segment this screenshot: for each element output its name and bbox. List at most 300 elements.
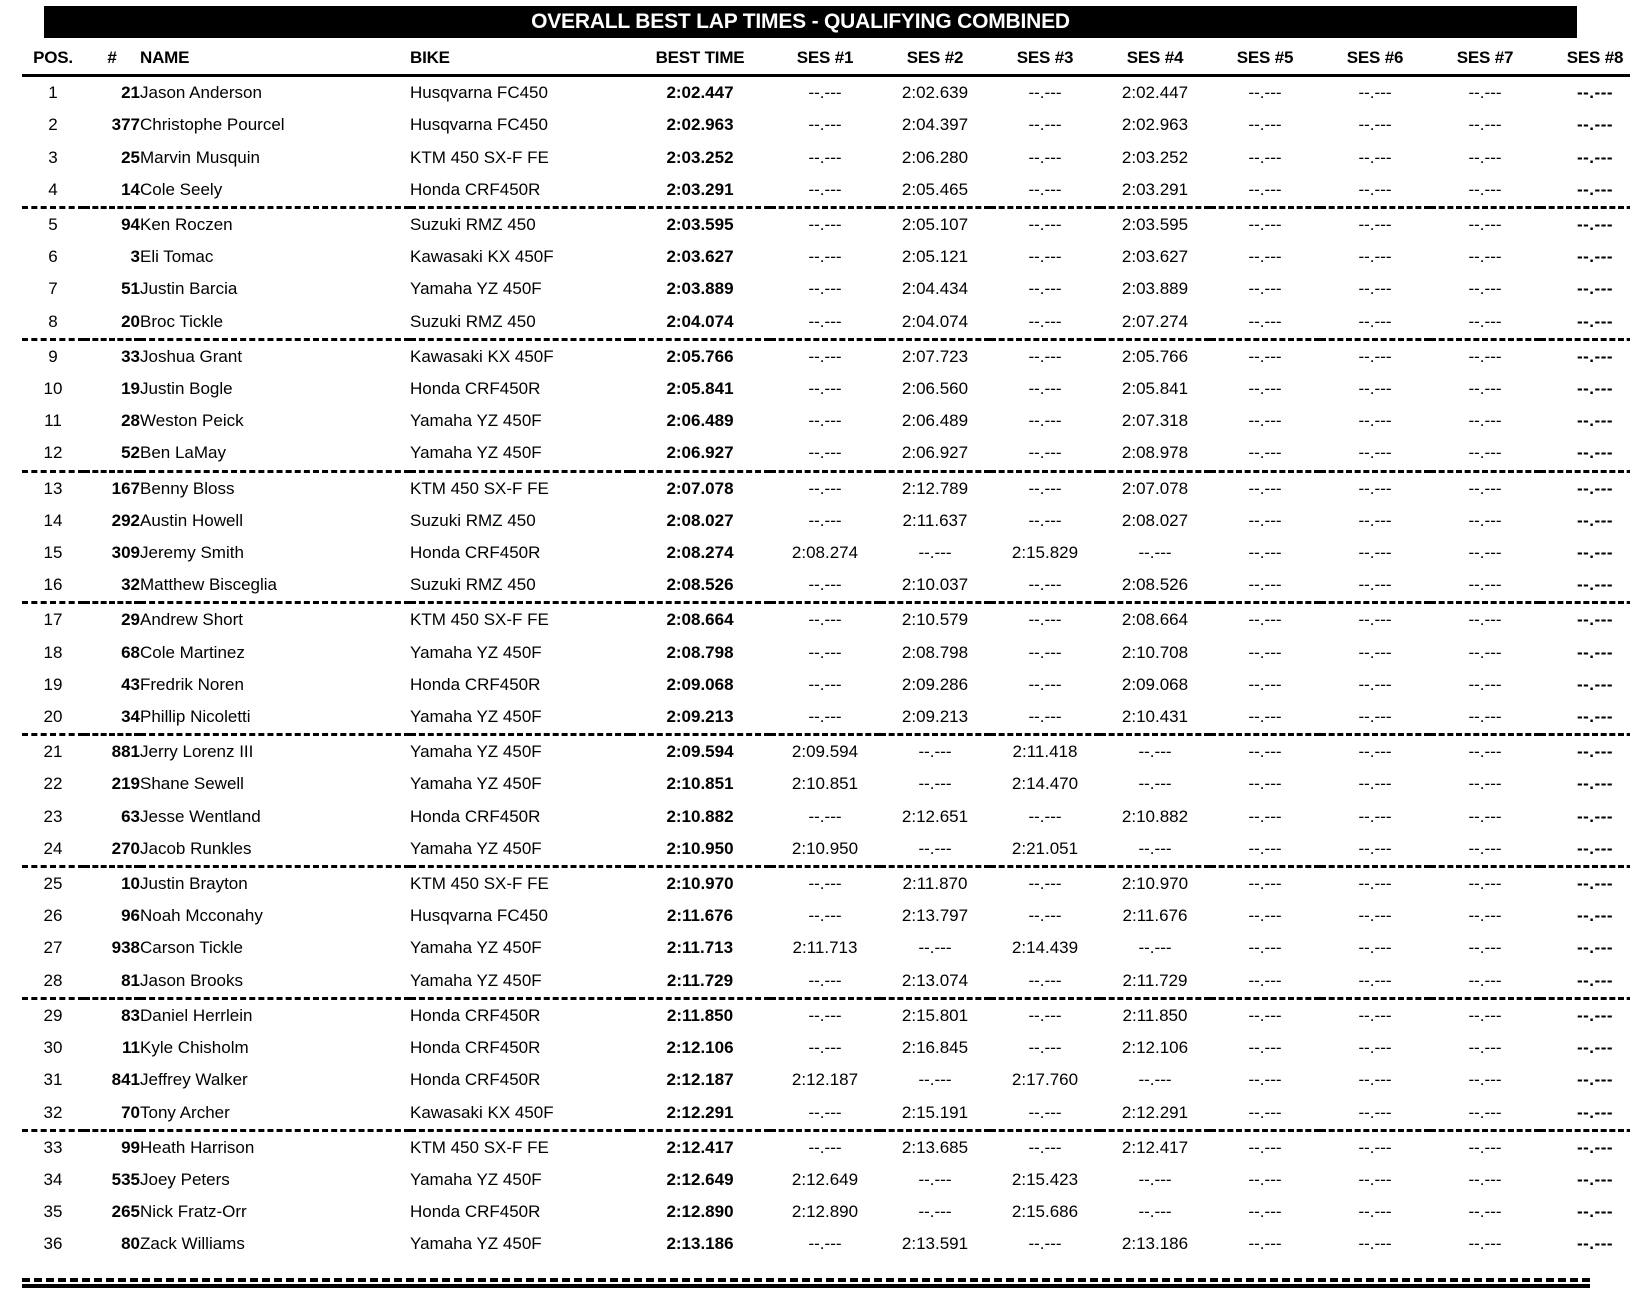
- row-ses-6: --.---: [1358, 1005, 1392, 1025]
- row-best-time: 2:02.447: [666, 83, 734, 103]
- row-ses-5: --.---: [1248, 642, 1282, 662]
- row-position: 28: [22, 965, 84, 999]
- row-ses-4: 2:02.447: [1121, 83, 1189, 103]
- row-ses-8: --.---: [1576, 742, 1614, 762]
- row-position: 11: [44, 411, 62, 431]
- row-rider-name: Carson Tickle: [140, 938, 243, 958]
- row-rider-number: 20: [84, 306, 140, 340]
- row-ses-7: --.---: [1468, 83, 1502, 103]
- table-row: [22, 801, 1630, 833]
- row-ses-5: --.---: [1248, 1202, 1282, 1222]
- row-ses-2: 2:15.191: [880, 1097, 990, 1131]
- row-ses-8: --.---: [1576, 874, 1614, 894]
- row-best-time: 2:07.078: [666, 478, 734, 498]
- row-ses-4: 2:02.963: [1121, 115, 1189, 135]
- row-ses-5: --.---: [1248, 1137, 1282, 1157]
- row-bike: Honda CRF450R: [410, 1038, 541, 1058]
- table-row: [22, 437, 1630, 471]
- row-best-time: 2:11.729: [630, 965, 770, 999]
- row-ses-2: 2:02.639: [901, 83, 969, 103]
- row-ses-2: 2:12.651: [901, 806, 969, 826]
- row-ses-8: --.---: [1576, 1202, 1614, 1222]
- row-ses-4: 2:07.318: [1121, 411, 1189, 431]
- row-position: 25: [43, 874, 63, 894]
- row-ses-3: 2:14.470: [1011, 774, 1079, 794]
- row-ses-6: --.---: [1320, 306, 1430, 340]
- row-ses-8: --.---: [1576, 1005, 1614, 1025]
- row-ses-6: --.---: [1358, 610, 1392, 630]
- row-ses-4: 2:05.841: [1121, 379, 1189, 399]
- row-rider-name: Nick Fratz-Orr: [140, 1202, 247, 1222]
- row-ses-5: --.---: [1248, 247, 1282, 267]
- row-ses-6: --.---: [1320, 833, 1430, 867]
- row-rider-name: Ben LaMay: [140, 437, 410, 471]
- row-rider-number: 81: [84, 965, 140, 999]
- row-ses-3: --.---: [1028, 510, 1062, 530]
- row-best-time: 2:11.713: [666, 938, 734, 958]
- row-ses-2: 2:11.637: [902, 510, 968, 530]
- row-best-time: 2:10.950: [630, 833, 770, 867]
- row-position: 18: [43, 642, 63, 662]
- table-row: [22, 998, 1630, 1032]
- row-ses-4: 2:10.882: [1121, 806, 1189, 826]
- row-bike: Honda CRF450R: [410, 543, 541, 563]
- row-ses-5: --.---: [1248, 874, 1282, 894]
- row-ses-1: --.---: [808, 478, 842, 498]
- row-ses-8: --.---: [1540, 701, 1630, 735]
- row-best-time: 2:12.417: [666, 1137, 734, 1157]
- row-ses-1: 2:10.950: [770, 833, 880, 867]
- row-ses-3: --.---: [1028, 806, 1062, 826]
- row-ses-6: --.---: [1358, 1234, 1392, 1254]
- row-position: 29: [43, 1005, 63, 1025]
- column-header-pos: POS.: [33, 48, 73, 67]
- row-ses-7: --.---: [1468, 1234, 1502, 1254]
- table-row: [22, 142, 1630, 174]
- row-ses-6: --.---: [1358, 411, 1392, 431]
- row-ses-8: --.---: [1576, 115, 1614, 135]
- row-ses-6: --.---: [1358, 510, 1392, 530]
- row-rider-number: 32: [84, 569, 140, 603]
- row-best-time: 2:08.274: [666, 543, 734, 563]
- row-rider-name: Justin Barcia: [140, 279, 238, 299]
- row-ses-3: --.---: [1028, 247, 1062, 267]
- row-ses-6: --.---: [1358, 1070, 1392, 1090]
- row-ses-6: --.---: [1358, 115, 1392, 135]
- row-ses-6: --.---: [1358, 806, 1392, 826]
- row-rider-name: Benny Bloss: [140, 478, 235, 498]
- row-ses-1: --.---: [808, 1234, 842, 1254]
- row-ses-1: --.---: [808, 147, 842, 167]
- row-position: 19: [43, 674, 63, 694]
- column-header-bike: BIKE: [410, 48, 450, 67]
- row-ses-7: --.---: [1430, 701, 1540, 735]
- row-ses-4: 2:07.078: [1121, 478, 1189, 498]
- row-ses-8: --.---: [1576, 411, 1614, 431]
- row-ses-6: --.---: [1320, 965, 1430, 999]
- row-rider-name: Fredrik Noren: [140, 674, 244, 694]
- row-rider-number: 19: [121, 379, 140, 399]
- row-ses-3: --.---: [1028, 906, 1062, 926]
- row-best-time: 2:05.841: [666, 379, 734, 399]
- row-position: 31: [43, 1070, 63, 1090]
- row-ses-8: --.---: [1576, 346, 1614, 366]
- row-ses-1: --.---: [808, 874, 842, 894]
- row-position: 6: [48, 247, 58, 267]
- row-ses-3: 2:21.051: [990, 833, 1100, 867]
- row-rider-name: Heath Harrison: [140, 1137, 255, 1157]
- row-ses-1: 2:11.713: [792, 938, 858, 958]
- row-ses-1: --.---: [808, 1038, 842, 1058]
- row-best-time: 2:12.649: [666, 1169, 734, 1189]
- table-row: [22, 241, 1630, 273]
- row-ses-2: 2:06.927: [880, 437, 990, 471]
- row-ses-4: 2:10.431: [1100, 701, 1210, 735]
- row-bike: Yamaha YZ 450F: [410, 1169, 542, 1189]
- row-rider-number: 841: [111, 1070, 140, 1090]
- row-ses-3: 2:11.418: [1012, 742, 1078, 762]
- row-ses-3: --.---: [1028, 610, 1062, 630]
- table-row: [22, 768, 1630, 800]
- row-position: 30: [43, 1038, 63, 1058]
- row-position: 17: [43, 610, 63, 630]
- row-ses-1: 2:08.274: [791, 543, 859, 563]
- row-best-time: 2:05.766: [666, 346, 734, 366]
- row-bike: Yamaha YZ 450F: [410, 642, 542, 662]
- row-ses-6: --.---: [1358, 938, 1392, 958]
- row-ses-4: 2:08.027: [1121, 510, 1189, 530]
- row-bike: Honda CRF450R: [410, 1005, 541, 1025]
- row-ses-8: --.---: [1540, 174, 1630, 208]
- row-ses-3: --.---: [1028, 1234, 1062, 1254]
- row-bike: Honda CRF450R: [410, 1070, 541, 1090]
- row-ses-5: --.---: [1248, 806, 1282, 826]
- row-ses-1: --.---: [808, 1137, 842, 1157]
- row-bike: Yamaha YZ 450F: [410, 279, 542, 299]
- row-rider-number: 377: [111, 115, 140, 135]
- table-row: [22, 505, 1630, 537]
- row-bike: Honda CRF450R: [410, 674, 541, 694]
- row-rider-number: 43: [121, 674, 140, 694]
- row-ses-4: --.---: [1138, 543, 1172, 563]
- row-ses-3: --.---: [1028, 874, 1062, 894]
- row-best-time: 2:04.074: [630, 306, 770, 340]
- row-ses-7: --.---: [1468, 1169, 1502, 1189]
- row-ses-5: --.---: [1248, 938, 1282, 958]
- row-ses-5: --.---: [1248, 610, 1282, 630]
- row-ses-1: --.---: [770, 965, 880, 999]
- table-row: [22, 306, 1630, 340]
- row-ses-2: 2:05.107: [901, 215, 969, 235]
- row-best-time: 2:03.595: [666, 215, 734, 235]
- row-rider-number: 219: [111, 774, 140, 794]
- row-bike: Honda CRF450R: [410, 174, 630, 208]
- row-ses-6: --.---: [1358, 1202, 1392, 1222]
- row-rider-name: Joey Peters: [140, 1169, 230, 1189]
- row-rider-number: 68: [121, 642, 140, 662]
- row-ses-5: --.---: [1248, 215, 1282, 235]
- column-header-best-time: BEST TIME: [655, 48, 745, 67]
- row-bike: Husqvarna FC450: [410, 906, 548, 926]
- row-position: 12: [22, 437, 84, 471]
- row-rider-name: Jesse Wentland: [140, 806, 261, 826]
- sheet-title-bar: [44, 6, 1577, 38]
- table-row: [22, 603, 1630, 637]
- row-ses-5: --.---: [1248, 478, 1282, 498]
- row-bike: KTM 450 SX-F FE: [410, 1137, 549, 1157]
- row-bike: Yamaha YZ 450F: [410, 1234, 542, 1254]
- row-best-time: 2:08.027: [666, 510, 734, 530]
- row-ses-6: --.---: [1358, 1137, 1392, 1157]
- row-ses-4: 2:08.664: [1121, 610, 1189, 630]
- row-ses-2: 2:08.798: [901, 642, 969, 662]
- row-best-time: 2:12.291: [630, 1097, 770, 1131]
- row-ses-8: --.---: [1540, 965, 1630, 999]
- row-bike: Husqvarna FC450: [410, 115, 548, 135]
- row-ses-3: --.---: [1028, 478, 1062, 498]
- row-ses-7: --.---: [1468, 1202, 1502, 1222]
- row-position: 3: [48, 147, 58, 167]
- row-ses-6: --.---: [1358, 247, 1392, 267]
- row-ses-8: --.---: [1576, 247, 1614, 267]
- row-ses-7: --.---: [1468, 478, 1502, 498]
- table-header: [22, 42, 1630, 76]
- row-ses-6: --.---: [1358, 279, 1392, 299]
- row-ses-4: 2:07.274: [1100, 306, 1210, 340]
- row-ses-1: --.---: [808, 642, 842, 662]
- row-ses-5: --.---: [1248, 411, 1282, 431]
- row-ses-1: 2:09.594: [791, 742, 859, 762]
- column-header-ses-1: SES #1: [796, 48, 854, 67]
- row-rider-number: 21: [121, 83, 140, 103]
- row-ses-7: --.---: [1468, 411, 1502, 431]
- row-ses-5: --.---: [1248, 83, 1282, 103]
- row-ses-6: --.---: [1320, 569, 1430, 603]
- row-ses-8: --.---: [1576, 510, 1614, 530]
- row-ses-4: 2:03.291: [1100, 174, 1210, 208]
- column-header-ses-6: SES #6: [1346, 48, 1404, 67]
- row-ses-3: --.---: [1028, 147, 1062, 167]
- table-row: [22, 174, 1630, 208]
- row-rider-number: 34: [84, 701, 140, 735]
- row-ses-1: --.---: [808, 510, 842, 530]
- row-ses-8: --.---: [1576, 147, 1614, 167]
- row-ses-7: --.---: [1468, 247, 1502, 267]
- row-rider-number: 99: [121, 1137, 140, 1157]
- row-rider-name: Jason Anderson: [140, 83, 262, 103]
- row-position: 7: [48, 279, 58, 299]
- row-ses-4: 2:12.417: [1121, 1137, 1189, 1157]
- row-ses-8: --.---: [1576, 806, 1614, 826]
- row-ses-3: --.---: [1028, 642, 1062, 662]
- row-ses-8: --.---: [1576, 1038, 1614, 1058]
- row-ses-5: --.---: [1210, 437, 1320, 471]
- row-bike: Yamaha YZ 450F: [410, 774, 542, 794]
- row-ses-1: 2:10.851: [791, 774, 859, 794]
- row-ses-3: --.---: [990, 569, 1100, 603]
- row-ses-5: --.---: [1248, 346, 1282, 366]
- row-ses-2: 2:10.037: [880, 569, 990, 603]
- table-row: [22, 373, 1630, 405]
- row-ses-3: --.---: [1028, 115, 1062, 135]
- row-ses-7: --.---: [1468, 543, 1502, 563]
- row-rider-name: Jason Brooks: [140, 965, 410, 999]
- row-bike: Honda CRF450R: [410, 1202, 541, 1222]
- row-ses-2: 2:13.591: [901, 1234, 969, 1254]
- row-ses-3: --.---: [1028, 83, 1062, 103]
- row-ses-1: --.---: [808, 379, 842, 399]
- table-row: [22, 273, 1630, 305]
- column-header-ses-7: SES #7: [1456, 48, 1514, 67]
- row-bike: KTM 450 SX-F FE: [410, 478, 549, 498]
- row-best-time: 2:11.676: [666, 906, 734, 926]
- row-ses-2: --.---: [918, 742, 952, 762]
- column-header-ses-5: SES #5: [1236, 48, 1294, 67]
- table-row: [22, 1097, 1630, 1131]
- row-position: 15: [43, 543, 63, 563]
- row-rider-name: Joshua Grant: [140, 346, 243, 366]
- row-ses-7: --.---: [1430, 437, 1540, 471]
- row-best-time: 2:03.627: [666, 247, 734, 267]
- row-ses-8: --.---: [1576, 906, 1614, 926]
- row-ses-1: --.---: [770, 1097, 880, 1131]
- row-bike: Yamaha YZ 450F: [410, 833, 630, 867]
- row-ses-6: --.---: [1358, 1169, 1392, 1189]
- row-ses-1: --.---: [808, 83, 842, 103]
- row-position: 8: [22, 306, 84, 340]
- row-position: 34: [43, 1169, 63, 1189]
- row-ses-7: --.---: [1468, 906, 1502, 926]
- row-ses-7: --.---: [1468, 279, 1502, 299]
- row-rider-name: Noah Mcconahy: [140, 906, 263, 926]
- row-ses-3: 2:15.686: [1011, 1202, 1079, 1222]
- row-ses-2: 2:07.723: [901, 346, 969, 366]
- row-rider-number: 29: [121, 610, 140, 630]
- row-ses-8: --.---: [1576, 1169, 1614, 1189]
- bottom-solid-rule: [22, 1284, 1590, 1288]
- row-ses-1: 2:12.649: [791, 1169, 859, 1189]
- table-row: [22, 965, 1630, 999]
- row-ses-5: --.---: [1248, 115, 1282, 135]
- table-row: [22, 637, 1630, 669]
- row-ses-4: 2:11.850: [1122, 1005, 1188, 1025]
- row-ses-7: --.---: [1468, 1005, 1502, 1025]
- row-best-time: 2:06.489: [666, 411, 734, 431]
- row-ses-1: --.---: [770, 701, 880, 735]
- row-ses-7: --.---: [1430, 965, 1540, 999]
- row-ses-8: --.---: [1576, 610, 1614, 630]
- row-ses-2: 2:04.434: [901, 279, 969, 299]
- row-ses-5: --.---: [1210, 306, 1320, 340]
- row-ses-7: --.---: [1468, 115, 1502, 135]
- row-rider-number: 11: [122, 1038, 140, 1058]
- header-row: [22, 42, 1630, 76]
- row-ses-7: --.---: [1430, 174, 1540, 208]
- row-rider-name: Jacob Runkles: [140, 833, 410, 867]
- row-ses-5: --.---: [1248, 906, 1282, 926]
- row-ses-2: 2:13.797: [901, 906, 969, 926]
- row-ses-3: --.---: [990, 965, 1100, 999]
- row-ses-1: 2:12.890: [791, 1202, 859, 1222]
- table-row: [22, 900, 1630, 932]
- row-position: 9: [48, 346, 58, 366]
- row-ses-5: --.---: [1248, 1234, 1282, 1254]
- row-ses-5: --.---: [1210, 1097, 1320, 1131]
- row-ses-1: --.---: [808, 806, 842, 826]
- row-ses-4: --.---: [1100, 833, 1210, 867]
- row-rider-name: Daniel Herrlein: [140, 1005, 253, 1025]
- row-ses-6: --.---: [1358, 874, 1392, 894]
- row-ses-2: --.---: [918, 1070, 952, 1090]
- row-position: 33: [43, 1137, 63, 1157]
- row-best-time: 2:02.963: [666, 115, 734, 135]
- row-rider-name: Eli Tomac: [140, 247, 214, 267]
- row-ses-1: --.---: [770, 437, 880, 471]
- row-position: 24: [22, 833, 84, 867]
- column-header-ses-4: SES #4: [1126, 48, 1184, 67]
- row-ses-1: --.---: [808, 115, 842, 135]
- row-ses-2: 2:04.397: [901, 115, 969, 135]
- row-rider-number: 33: [121, 346, 140, 366]
- row-position: 10: [43, 379, 63, 399]
- row-ses-7: --.---: [1468, 674, 1502, 694]
- row-ses-4: 2:08.978: [1100, 437, 1210, 471]
- row-ses-2: --.---: [918, 1169, 952, 1189]
- row-ses-4: 2:12.291: [1100, 1097, 1210, 1131]
- column-header-number: #: [107, 48, 117, 67]
- row-rider-number: 52: [84, 437, 140, 471]
- row-best-time: 2:03.889: [666, 279, 734, 299]
- row-rider-name: Broc Tickle: [140, 306, 410, 340]
- row-ses-4: 2:08.526: [1100, 569, 1210, 603]
- row-position: 5: [48, 215, 58, 235]
- row-rider-name: Weston Peick: [140, 411, 244, 431]
- column-header-name: NAME: [140, 48, 190, 67]
- row-ses-4: 2:03.889: [1121, 279, 1189, 299]
- row-rider-number: 3: [130, 247, 140, 267]
- row-ses-7: --.---: [1468, 215, 1502, 235]
- row-position: 20: [22, 701, 84, 735]
- row-rider-name: Phillip Nicoletti: [140, 701, 410, 735]
- row-ses-8: --.---: [1540, 833, 1630, 867]
- row-ses-3: --.---: [990, 306, 1100, 340]
- table-row: [22, 701, 1630, 735]
- row-ses-6: --.---: [1320, 174, 1430, 208]
- row-ses-7: --.---: [1468, 510, 1502, 530]
- row-ses-1: 2:12.187: [791, 1070, 859, 1090]
- row-best-time: 2:12.890: [666, 1202, 734, 1222]
- row-ses-6: --.---: [1358, 83, 1392, 103]
- row-ses-8: --.---: [1576, 279, 1614, 299]
- row-bike: Yamaha YZ 450F: [410, 965, 630, 999]
- row-ses-2: 2:12.789: [901, 478, 969, 498]
- row-ses-7: --.---: [1430, 833, 1540, 867]
- row-ses-5: --.---: [1248, 279, 1282, 299]
- row-position: 1: [48, 83, 58, 103]
- table-row: [22, 1228, 1630, 1260]
- results-table: [22, 42, 1630, 1261]
- column-header-ses-2: SES #2: [906, 48, 964, 67]
- row-ses-3: --.---: [1028, 346, 1062, 366]
- row-ses-3: --.---: [1028, 1038, 1062, 1058]
- row-position: 26: [43, 906, 63, 926]
- row-ses-2: --.---: [918, 938, 952, 958]
- row-ses-7: --.---: [1468, 938, 1502, 958]
- row-ses-2: 2:05.121: [901, 247, 969, 267]
- row-ses-7: --.---: [1430, 569, 1540, 603]
- row-rider-number: 10: [121, 874, 140, 894]
- table-row: [22, 1196, 1630, 1228]
